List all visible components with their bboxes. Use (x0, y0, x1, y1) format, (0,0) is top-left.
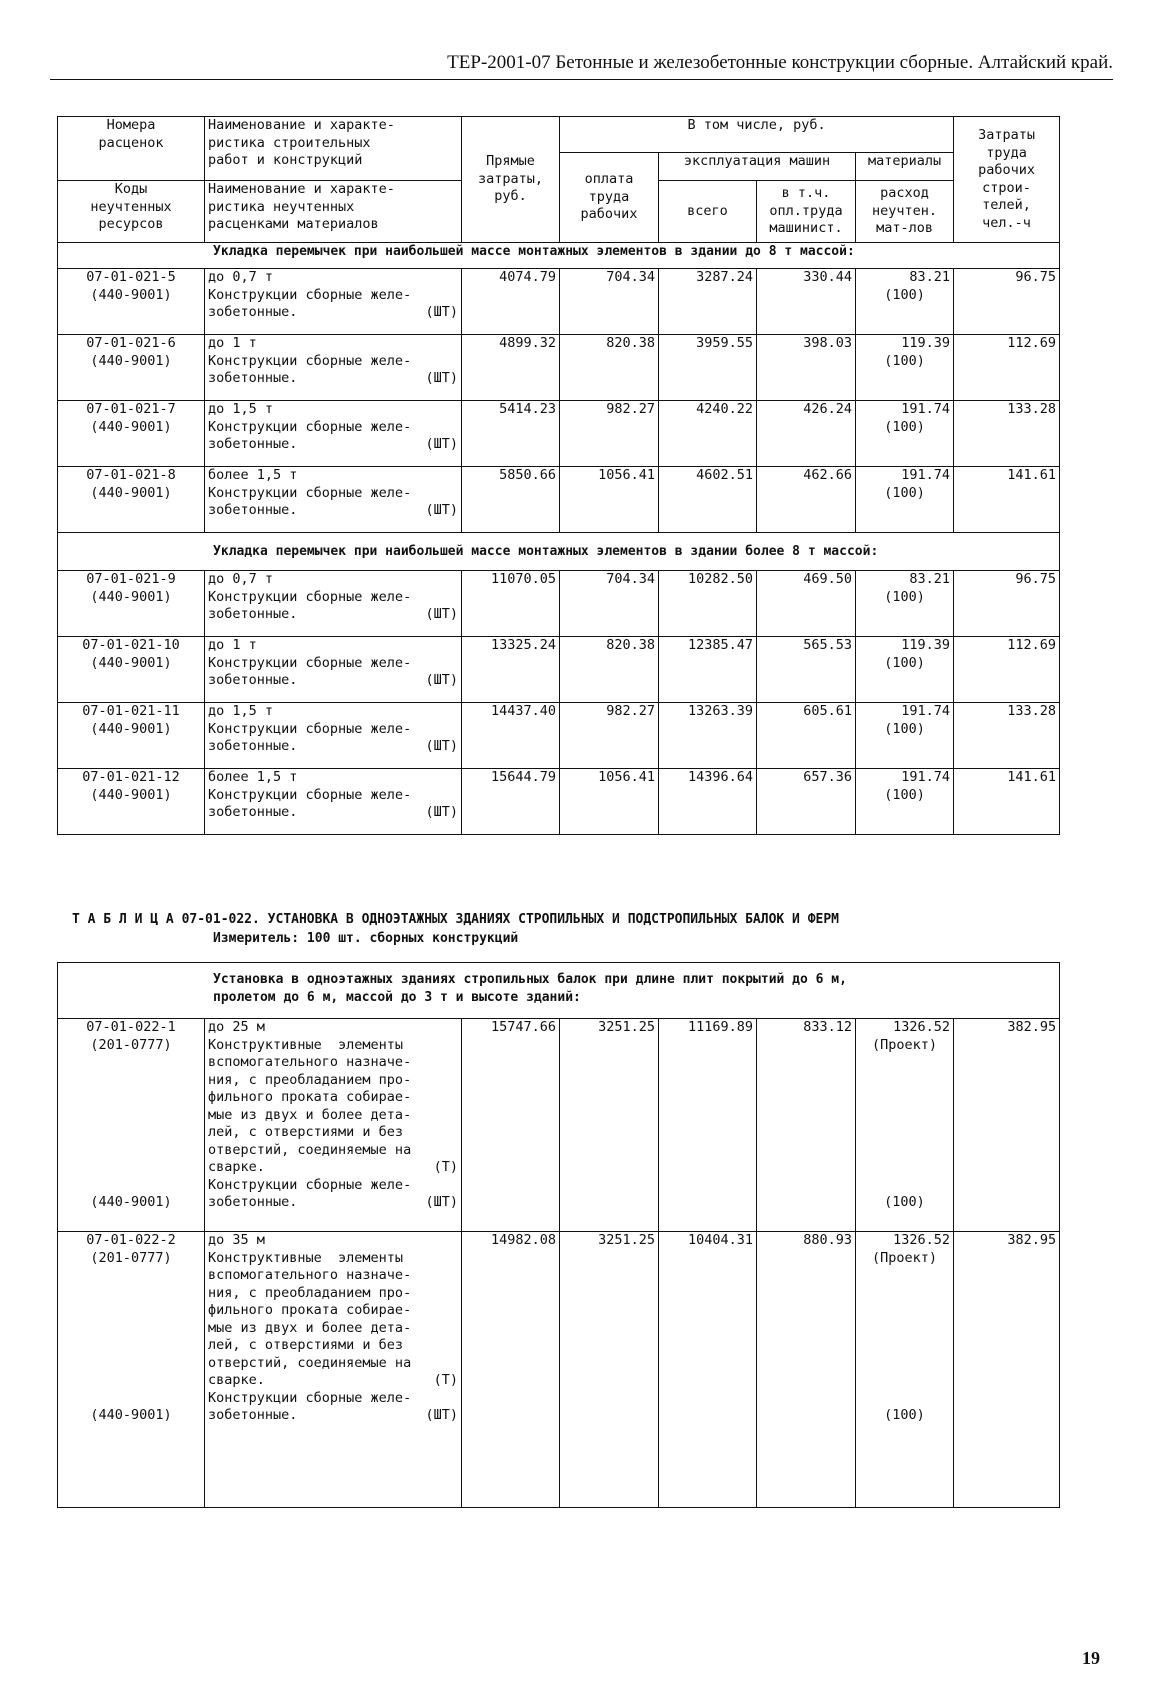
machine-cost: 3959.55 (659, 335, 757, 401)
table-row (58, 571, 1060, 637)
col-materials-header: материалы (856, 153, 954, 181)
rate-code-cell: 07-01-022-2 (201-0777) (440-9001) (58, 1232, 205, 1508)
rate-code-cell: 07-01-022-1 (201-0777) (440-9001) (58, 1019, 205, 1232)
labor-cost: 112.69 (954, 335, 1060, 401)
direct-cost: 15644.79 (462, 769, 560, 835)
machinist-wage: 605.61 (757, 703, 856, 769)
table-row (58, 1232, 1060, 1508)
labor-cost: 141.61 (954, 467, 1060, 533)
col-mach-total-header: всего (659, 181, 757, 243)
labor-cost: 96.75 (954, 571, 1060, 637)
materials-cell: 191.74 (100) (856, 401, 954, 467)
materials-cell: 119.39 (100) (856, 637, 954, 703)
direct-cost: 5414.23 (462, 401, 560, 467)
col-mach-incl-header: в т.ч. опл.труда машинист. (757, 181, 856, 243)
machine-cost: 4240.22 (659, 401, 757, 467)
col-labor-header: Затраты труда рабочих строи- телей, чел.-ч (954, 117, 1060, 243)
rates-table-2 (57, 962, 1060, 1508)
rate-code-cell: 07-01-021-10 (440-9001) (58, 637, 205, 703)
page-header: ТЕР-2001-07 Бетонные и железобетонные конструкции сборные. Алтайский край. (447, 52, 1113, 73)
machinist-wage: 880.93 (757, 1232, 856, 1508)
rate-code-cell: 07-01-021-8 (440-9001) (58, 467, 205, 533)
rate-code-cell: 07-01-021-7 (440-9001) (58, 401, 205, 467)
header-rule (50, 79, 1113, 80)
rate-code-cell: 07-01-021-11 (440-9001) (58, 703, 205, 769)
direct-cost: 5850.66 (462, 467, 560, 533)
labor-cost: 382.95 (954, 1019, 1060, 1232)
col-name-materials-header: Наименование и характе- ристика неучтенных расценками материалов (205, 181, 462, 243)
table-row (58, 637, 1060, 703)
table-row (58, 269, 1060, 335)
materials-cell: 191.74 (100) (856, 703, 954, 769)
machine-cost: 4602.51 (659, 467, 757, 533)
col-incl-header: В том числе, руб. (560, 117, 954, 153)
machinist-wage: 469.50 (757, 571, 856, 637)
work-name-cell: до 35 м Конструктивные элементы вспомогательного назначе- ния, с преобладанием про- фильного проката собирае- мые из двух и более дета- лей, с отверстиями и без отверстий, соединяемые на сварке. (Т) Конструкции сборные желе- зобетонные. (ШТ) (205, 1232, 462, 1508)
wage-cost: 820.38 (560, 335, 659, 401)
direct-cost: 14437.40 (462, 703, 560, 769)
work-name-cell: до 25 м Конструктивные элементы вспомогательного назначе- ния, с преобладанием про- фильного проката собирае- мые из двух и более дета- лей, с отверстиями и без отверстий, соединяемые на сварке. (Т) Конструкции сборные желе- зобетонные. (ШТ) (205, 1019, 462, 1232)
machine-cost: 10282.50 (659, 571, 757, 637)
rates-table (57, 116, 1060, 835)
machinist-wage: 657.36 (757, 769, 856, 835)
work-name-cell: до 1 т Конструкции сборные желе- зобетонные. (ШТ) (205, 637, 462, 703)
labor-cost: 141.61 (954, 769, 1060, 835)
labor-cost: 382.95 (954, 1232, 1060, 1508)
wage-cost: 3251.25 (560, 1232, 659, 1508)
wage-cost: 982.27 (560, 703, 659, 769)
work-name-cell: до 0,7 т Конструкции сборные желе- зобетонные. (ШТ) (205, 571, 462, 637)
machine-cost: 14396.64 (659, 769, 757, 835)
machine-cost: 3287.24 (659, 269, 757, 335)
work-name-cell: до 1,5 т Конструкции сборные желе- зобетонные. (ШТ) (205, 401, 462, 467)
wage-cost: 3251.25 (560, 1019, 659, 1232)
table-row (58, 703, 1060, 769)
table-caption: Т А Б Л И Ц А 07-01-022. УСТАНОВКА В ОДНОЭТАЖНЫХ ЗДАНИЯХ СТРОПИЛЬНЫХ И ПОДСТРОПИЛЬНЫХ БАЛОК И ФЕРМ Измеритель: 100 шт. сборных конструкций (72, 912, 840, 946)
work-name-cell: до 0,7 т Конструкции сборные желе- зобетонные. (ШТ) (205, 269, 462, 335)
direct-cost: 4899.32 (462, 335, 560, 401)
section-title: Укладка перемычек при наибольшей массе монтажных элементов в здании более 8 т массой: (58, 533, 1060, 571)
table-row (58, 769, 1060, 835)
wage-cost: 820.38 (560, 637, 659, 703)
work-name-cell: до 1,5 т Конструкции сборные желе- зобетонные. (ШТ) (205, 703, 462, 769)
rate-code-cell: 07-01-021-5 (440-9001) (58, 269, 205, 335)
labor-cost: 96.75 (954, 269, 1060, 335)
col-code-resources-header: Коды неучтенных ресурсов (58, 181, 205, 243)
table-row (58, 1019, 1060, 1232)
col-mat-unacc-header: расход неучтен. мат-лов (856, 181, 954, 243)
wage-cost: 1056.41 (560, 467, 659, 533)
materials-cell: 83.21 (100) (856, 269, 954, 335)
wage-cost: 1056.41 (560, 769, 659, 835)
rate-code-cell: 07-01-021-12 (440-9001) (58, 769, 205, 835)
col-code-header: Номера расценок (58, 117, 205, 181)
work-name-cell: более 1,5 т Конструкции сборные желе- зобетонные. (ШТ) (205, 467, 462, 533)
materials-cell: 1326.52 (Проект) (100) (856, 1232, 954, 1508)
labor-cost: 133.28 (954, 401, 1060, 467)
rate-code-cell: 07-01-021-6 (440-9001) (58, 335, 205, 401)
machine-cost: 13263.39 (659, 703, 757, 769)
work-name-cell: до 1 т Конструкции сборные желе- зобетонные. (ШТ) (205, 335, 462, 401)
section-title: Установка в одноэтажных зданиях стропильных балок при длине плит покрытий до 6 м, пролетом до 6 м, массой до 3 т и высоте зданий: (58, 963, 1060, 1019)
direct-cost: 11070.05 (462, 571, 560, 637)
wage-cost: 704.34 (560, 269, 659, 335)
materials-cell: 191.74 (100) (856, 769, 954, 835)
section-title: Укладка перемычек при наибольшей массе монтажных элементов в здании до 8 т массой: (58, 243, 1060, 269)
direct-cost: 15747.66 (462, 1019, 560, 1232)
labor-cost: 133.28 (954, 703, 1060, 769)
materials-cell: 119.39 (100) (856, 335, 954, 401)
machinist-wage: 398.03 (757, 335, 856, 401)
col-machines-header: эксплуатация машин (659, 153, 856, 181)
table-row (58, 401, 1060, 467)
col-name-header: Наименование и характе- ристика строительных работ и конструкций (205, 117, 462, 181)
direct-cost: 4074.79 (462, 269, 560, 335)
table-row (58, 467, 1060, 533)
direct-cost: 14982.08 (462, 1232, 560, 1508)
rate-code-cell: 07-01-021-9 (440-9001) (58, 571, 205, 637)
machine-cost: 11169.89 (659, 1019, 757, 1232)
labor-cost: 112.69 (954, 637, 1060, 703)
machinist-wage: 565.53 (757, 637, 856, 703)
table-row (58, 335, 1060, 401)
page-number: 19 (1082, 1648, 1100, 1668)
materials-cell: 191.74 (100) (856, 467, 954, 533)
col-direct-header: Прямые затраты, руб. (462, 117, 560, 243)
materials-cell: 1326.52 (Проект) (100) (856, 1019, 954, 1232)
machinist-wage: 462.66 (757, 467, 856, 533)
machinist-wage: 330.44 (757, 269, 856, 335)
direct-cost: 13325.24 (462, 637, 560, 703)
machine-cost: 12385.47 (659, 637, 757, 703)
machine-cost: 10404.31 (659, 1232, 757, 1508)
machinist-wage: 833.12 (757, 1019, 856, 1232)
materials-cell: 83.21 (100) (856, 571, 954, 637)
machinist-wage: 426.24 (757, 401, 856, 467)
col-wage-header: оплата труда рабочих (560, 153, 659, 243)
wage-cost: 704.34 (560, 571, 659, 637)
work-name-cell: более 1,5 т Конструкции сборные желе- зобетонные. (ШТ) (205, 769, 462, 835)
wage-cost: 982.27 (560, 401, 659, 467)
